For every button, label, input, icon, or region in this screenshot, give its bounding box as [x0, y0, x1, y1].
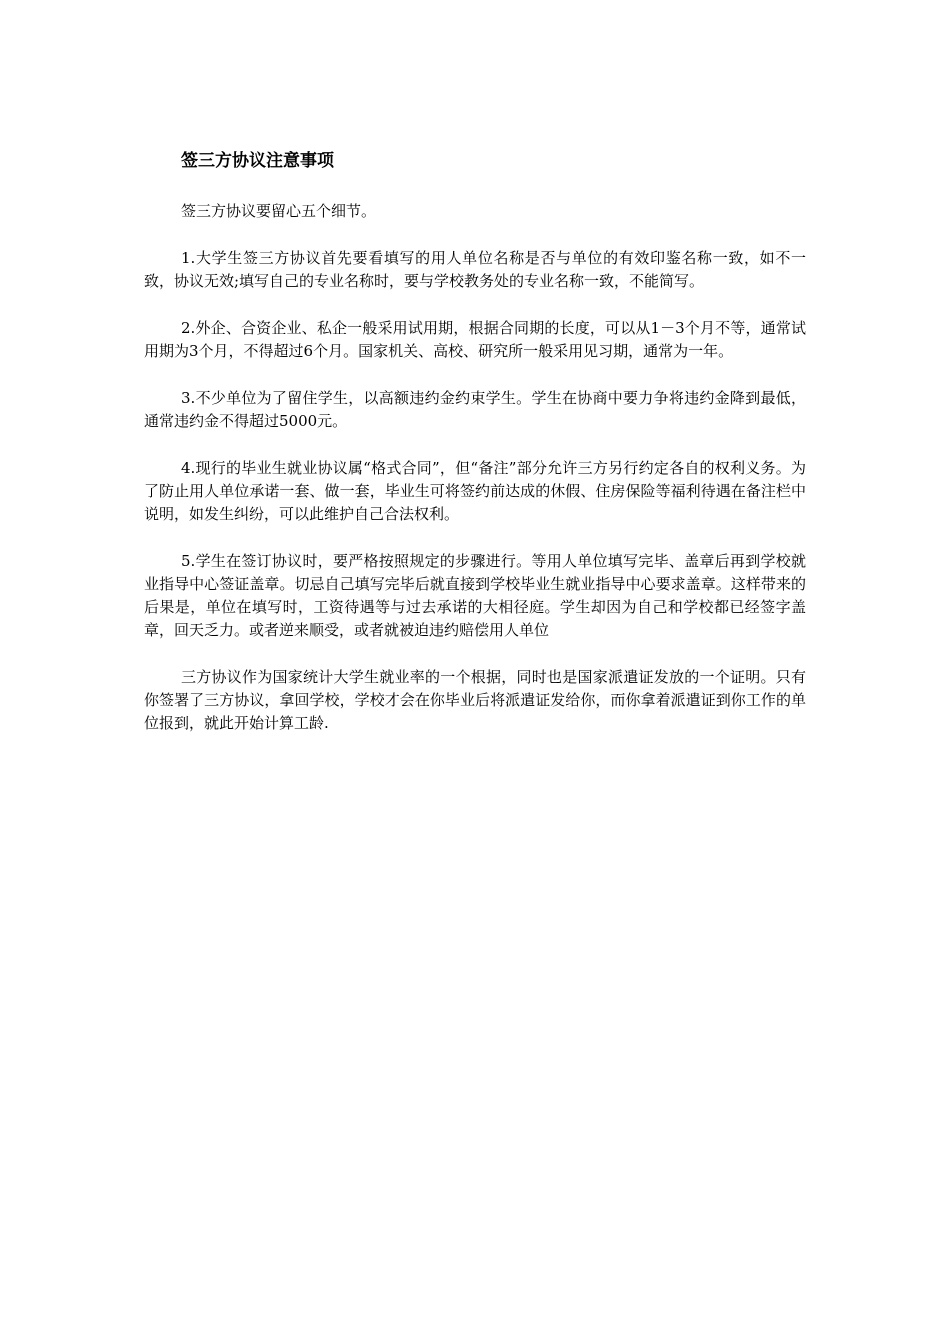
item-paragraph-5: 5.学生在签订协议时，要严格按照规定的步骤进行。等用人单位填写完毕、盖章后再到学校就业指导中心签证盖章。切忌自己填写完毕后就直接到学校毕业生就业指导中心要求盖章。这样带来的后果是，单位在填写时，工资待遇等与过去承诺的大相径庭。学生却因为自己和学校都已经签字盖章，回天乏力。或者逆来顺受，或者就被迫违约赔偿用人单位 [144, 552, 806, 639]
document-body [144, 148, 806, 735]
item-paragraph-2: 2.外企、合资企业、私企一般采用试用期，根据合同期的长度，可以从1－3个月不等，通常试用期为3个月，不得超过6个月。国家机关、高校、研究所一般采用见习期，通常为一年。 [144, 319, 806, 360]
item-paragraph-4: 4.现行的毕业生就业协议属“格式合同”，但“备注”部分允许三方另行约定各自的权利义务。为了防止用人单位承诺一套、做一套，毕业生可将签约前达成的休假、住房保险等福利待遇在备注栏中说明，如发生纠纷，可以此维护自己合法权利。 [144, 459, 806, 523]
item-paragraph-1: 1.大学生签三方协议首先要看填写的用人单位名称是否与单位的有效印鉴名称一致，如不一致，协议无效;填写自己的专业名称时，要与学校教务处的专业名称一致，不能简写。 [144, 249, 806, 290]
closing-paragraph: 三方协议作为国家统计大学生就业率的一个根据，同时也是国家派遣证发放的一个证明。只有你签署了三方协议，拿回学校，学校才会在你毕业后将派遣证发给你，而你拿着派遣证到你工作的单位报到，就此开始计算工龄. [144, 668, 806, 732]
document-title: 签三方协议注意事项 [181, 151, 334, 171]
item-paragraph-3: 3.不少单位为了留住学生，以高额违约金约束学生。学生在协商中要力争将违约金降到最低，通常违约金不得超过5000元。 [144, 389, 806, 430]
intro-paragraph: 签三方协议要留心五个细节。 [181, 202, 377, 220]
